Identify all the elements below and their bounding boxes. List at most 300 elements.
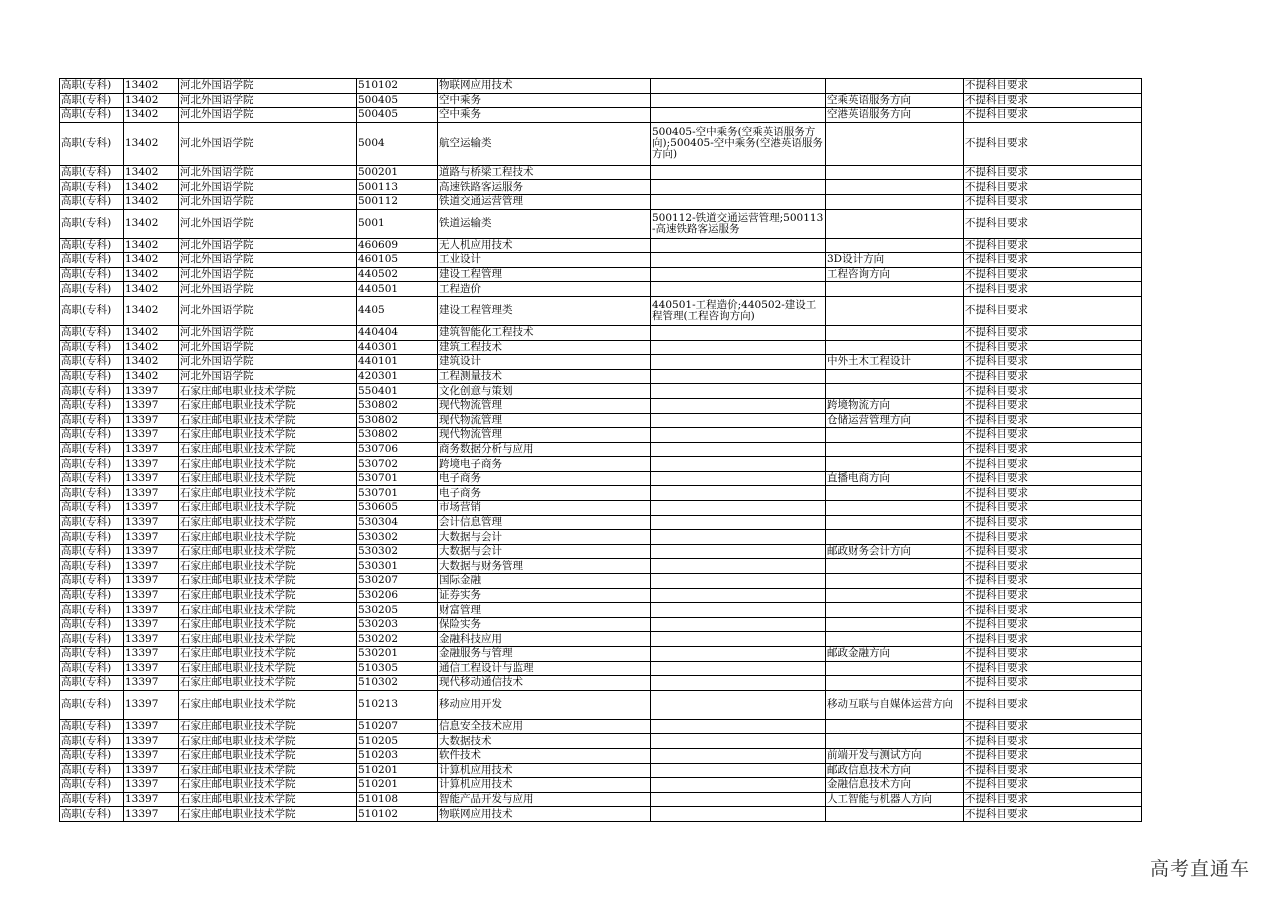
direction-cell [826, 807, 964, 822]
level-cell: 高职(专科) [60, 238, 124, 253]
major-code-cell: 500112 [357, 194, 438, 209]
included-majors-cell [651, 676, 826, 691]
major-name-cell: 电子商务 [438, 486, 651, 501]
school-name-cell: 河北外国语学院 [179, 355, 357, 370]
school-code-cell: 13397 [124, 428, 179, 443]
major-name-cell: 保险实务 [438, 617, 651, 632]
subject-requirement-cell: 不提科目要求 [964, 632, 1142, 647]
included-majors-cell [651, 690, 826, 719]
school-code-cell: 13397 [124, 486, 179, 501]
included-majors-cell [651, 253, 826, 268]
included-majors-cell: 500112-铁道交通运营管理;500113-高速铁路客运服务 [651, 209, 826, 238]
school-code-cell: 13397 [124, 515, 179, 530]
level-cell: 高职(专科) [60, 501, 124, 516]
direction-cell: 人工智能与机器人方向 [826, 792, 964, 807]
table-row [60, 661, 1142, 676]
included-majors-cell [651, 442, 826, 457]
table-row [60, 734, 1142, 749]
major-name-cell: 建筑智能化工程技术 [438, 325, 651, 340]
school-name-cell: 石家庄邮电职业技术学院 [179, 442, 357, 457]
level-cell: 高职(专科) [60, 778, 124, 793]
included-majors-cell [651, 108, 826, 123]
level-cell: 高职(专科) [60, 544, 124, 559]
included-majors-cell [651, 355, 826, 370]
level-cell: 高职(专科) [60, 398, 124, 413]
major-name-cell: 计算机应用技术 [438, 763, 651, 778]
table-row [60, 559, 1142, 574]
school-name-cell: 石家庄邮电职业技术学院 [179, 501, 357, 516]
major-name-cell: 大数据技术 [438, 734, 651, 749]
major-code-cell: 440502 [357, 267, 438, 282]
included-majors-cell [651, 165, 826, 180]
table-row [60, 807, 1142, 822]
subject-requirement-cell: 不提科目要求 [964, 574, 1142, 589]
major-name-cell: 智能产品开发与应用 [438, 792, 651, 807]
table-row [60, 457, 1142, 472]
direction-cell [826, 515, 964, 530]
school-name-cell: 石家庄邮电职业技术学院 [179, 530, 357, 545]
school-code-cell: 13402 [124, 79, 179, 94]
major-name-cell: 金融服务与管理 [438, 647, 651, 662]
school-code-cell: 13402 [124, 93, 179, 108]
major-name-cell: 空中乘务 [438, 93, 651, 108]
table-row [60, 325, 1142, 340]
school-code-cell: 13402 [124, 122, 179, 165]
subject-requirement-cell: 不提科目要求 [964, 209, 1142, 238]
direction-cell: 工程咨询方向 [826, 267, 964, 282]
subject-requirement-cell: 不提科目要求 [964, 544, 1142, 559]
level-cell: 高职(专科) [60, 676, 124, 691]
major-code-cell: 530202 [357, 632, 438, 647]
school-name-cell: 石家庄邮电职业技术学院 [179, 792, 357, 807]
included-majors-cell [651, 194, 826, 209]
level-cell: 高职(专科) [60, 617, 124, 632]
included-majors-cell [651, 603, 826, 618]
included-majors-cell [651, 93, 826, 108]
major-code-cell: 530201 [357, 647, 438, 662]
major-name-cell: 证券实务 [438, 588, 651, 603]
included-majors-cell: 500405-空中乘务(空乘英语服务方向);500405-空中乘务(空港英语服务方向) [651, 122, 826, 165]
level-cell: 高职(专科) [60, 93, 124, 108]
school-code-cell: 13397 [124, 690, 179, 719]
subject-requirement-cell: 不提科目要求 [964, 442, 1142, 457]
subject-requirement-cell: 不提科目要求 [964, 369, 1142, 384]
included-majors-cell [651, 574, 826, 589]
table-row [60, 471, 1142, 486]
level-cell: 高职(专科) [60, 559, 124, 574]
included-majors-cell [651, 617, 826, 632]
major-code-cell: 530304 [357, 515, 438, 530]
major-code-cell: 530706 [357, 442, 438, 457]
subject-requirement-cell: 不提科目要求 [964, 194, 1142, 209]
table-row [60, 544, 1142, 559]
included-majors-cell [651, 501, 826, 516]
school-code-cell: 13402 [124, 108, 179, 123]
subject-requirement-cell: 不提科目要求 [964, 690, 1142, 719]
table-row [60, 340, 1142, 355]
major-code-cell: 510203 [357, 748, 438, 763]
subject-requirement-cell: 不提科目要求 [964, 340, 1142, 355]
subject-requirement-cell: 不提科目要求 [964, 165, 1142, 180]
subject-requirement-cell: 不提科目要求 [964, 661, 1142, 676]
direction-cell [826, 457, 964, 472]
table-row [60, 428, 1142, 443]
major-code-cell: 5004 [357, 122, 438, 165]
school-code-cell: 13402 [124, 253, 179, 268]
school-code-cell: 13397 [124, 457, 179, 472]
table-row [60, 603, 1142, 618]
school-name-cell: 石家庄邮电职业技术学院 [179, 457, 357, 472]
school-name-cell: 河北外国语学院 [179, 108, 357, 123]
major-name-cell: 现代物流管理 [438, 413, 651, 428]
direction-cell: 移动互联与自媒体运营方向 [826, 690, 964, 719]
subject-requirement-cell: 不提科目要求 [964, 647, 1142, 662]
school-name-cell: 河北外国语学院 [179, 282, 357, 297]
level-cell: 高职(专科) [60, 165, 124, 180]
school-code-cell: 13397 [124, 471, 179, 486]
school-code-cell: 13397 [124, 632, 179, 647]
major-code-cell: 510213 [357, 690, 438, 719]
major-name-cell: 文化创意与策划 [438, 384, 651, 399]
level-cell: 高职(专科) [60, 515, 124, 530]
level-cell: 高职(专科) [60, 690, 124, 719]
school-code-cell: 13402 [124, 194, 179, 209]
school-name-cell: 河北外国语学院 [179, 325, 357, 340]
school-name-cell: 石家庄邮电职业技术学院 [179, 647, 357, 662]
included-majors-cell [651, 515, 826, 530]
subject-requirement-cell: 不提科目要求 [964, 603, 1142, 618]
direction-cell [826, 603, 964, 618]
table-row [60, 413, 1142, 428]
major-name-cell: 现代物流管理 [438, 398, 651, 413]
direction-cell [826, 209, 964, 238]
major-name-cell: 建筑设计 [438, 355, 651, 370]
level-cell: 高职(专科) [60, 340, 124, 355]
school-code-cell: 13397 [124, 617, 179, 632]
major-code-cell: 420301 [357, 369, 438, 384]
major-name-cell: 铁道运输类 [438, 209, 651, 238]
subject-requirement-cell: 不提科目要求 [964, 778, 1142, 793]
included-majors-cell [651, 588, 826, 603]
direction-cell: 3D设计方向 [826, 253, 964, 268]
subject-requirement-cell: 不提科目要求 [964, 267, 1142, 282]
school-name-cell: 石家庄邮电职业技术学院 [179, 515, 357, 530]
direction-cell [826, 559, 964, 574]
included-majors-cell [651, 544, 826, 559]
level-cell: 高职(专科) [60, 442, 124, 457]
subject-requirement-cell: 不提科目要求 [964, 501, 1142, 516]
school-name-cell: 石家庄邮电职业技术学院 [179, 676, 357, 691]
major-code-cell: 530702 [357, 457, 438, 472]
school-code-cell: 13402 [124, 340, 179, 355]
direction-cell [826, 238, 964, 253]
school-code-cell: 13397 [124, 544, 179, 559]
major-requirements-table [59, 78, 1142, 822]
table-row [60, 180, 1142, 195]
school-name-cell: 河北外国语学院 [179, 93, 357, 108]
direction-cell [826, 588, 964, 603]
direction-cell [826, 325, 964, 340]
major-name-cell: 软件技术 [438, 748, 651, 763]
table-row [60, 296, 1142, 325]
major-code-cell: 460105 [357, 253, 438, 268]
level-cell: 高职(专科) [60, 79, 124, 94]
major-code-cell: 510201 [357, 763, 438, 778]
school-code-cell: 13397 [124, 413, 179, 428]
school-code-cell: 13397 [124, 676, 179, 691]
major-name-cell: 工程造价 [438, 282, 651, 297]
major-name-cell: 大数据与会计 [438, 544, 651, 559]
included-majors-cell [651, 267, 826, 282]
major-name-cell: 跨境电子商务 [438, 457, 651, 472]
school-name-cell: 石家庄邮电职业技术学院 [179, 384, 357, 399]
watermark: 高考直通车 [1149, 858, 1250, 880]
subject-requirement-cell: 不提科目要求 [964, 676, 1142, 691]
level-cell: 高职(专科) [60, 296, 124, 325]
major-code-cell: 510302 [357, 676, 438, 691]
major-code-cell: 530802 [357, 428, 438, 443]
table-row [60, 384, 1142, 399]
direction-cell [826, 574, 964, 589]
subject-requirement-cell: 不提科目要求 [964, 325, 1142, 340]
major-code-cell: 500405 [357, 93, 438, 108]
level-cell: 高职(专科) [60, 647, 124, 662]
level-cell: 高职(专科) [60, 748, 124, 763]
subject-requirement-cell: 不提科目要求 [964, 807, 1142, 822]
major-code-cell: 510108 [357, 792, 438, 807]
level-cell: 高职(专科) [60, 108, 124, 123]
major-code-cell: 530206 [357, 588, 438, 603]
school-name-cell: 石家庄邮电职业技术学院 [179, 471, 357, 486]
major-code-cell: 530207 [357, 574, 438, 589]
included-majors-cell [651, 647, 826, 662]
included-majors-cell [651, 778, 826, 793]
school-name-cell: 石家庄邮电职业技术学院 [179, 734, 357, 749]
included-majors-cell: 440501-工程造价;440502-建设工程管理(工程咨询方向) [651, 296, 826, 325]
school-name-cell: 河北外国语学院 [179, 267, 357, 282]
school-code-cell: 13402 [124, 209, 179, 238]
level-cell: 高职(专科) [60, 384, 124, 399]
included-majors-cell [651, 734, 826, 749]
school-code-cell: 13397 [124, 442, 179, 457]
table-row [60, 369, 1142, 384]
level-cell: 高职(专科) [60, 267, 124, 282]
subject-requirement-cell: 不提科目要求 [964, 93, 1142, 108]
major-code-cell: 510102 [357, 807, 438, 822]
level-cell: 高职(专科) [60, 325, 124, 340]
table-row [60, 79, 1142, 94]
included-majors-cell [651, 413, 826, 428]
table-row [60, 355, 1142, 370]
level-cell: 高职(专科) [60, 471, 124, 486]
major-code-cell: 530605 [357, 501, 438, 516]
subject-requirement-cell: 不提科目要求 [964, 355, 1142, 370]
major-name-cell: 通信工程设计与监理 [438, 661, 651, 676]
included-majors-cell [651, 486, 826, 501]
school-code-cell: 13402 [124, 325, 179, 340]
level-cell: 高职(专科) [60, 457, 124, 472]
table-row [60, 632, 1142, 647]
direction-cell [826, 442, 964, 457]
school-code-cell: 13397 [124, 501, 179, 516]
level-cell: 高职(专科) [60, 194, 124, 209]
major-name-cell: 金融科技应用 [438, 632, 651, 647]
major-name-cell: 空中乘务 [438, 108, 651, 123]
major-code-cell: 5001 [357, 209, 438, 238]
level-cell: 高职(专科) [60, 486, 124, 501]
subject-requirement-cell: 不提科目要求 [964, 792, 1142, 807]
included-majors-cell [651, 792, 826, 807]
major-code-cell: 4405 [357, 296, 438, 325]
major-name-cell: 会计信息管理 [438, 515, 651, 530]
major-code-cell: 510207 [357, 719, 438, 734]
school-name-cell: 石家庄邮电职业技术学院 [179, 778, 357, 793]
level-cell: 高职(专科) [60, 763, 124, 778]
included-majors-cell [651, 661, 826, 676]
direction-cell [826, 282, 964, 297]
major-code-cell: 500405 [357, 108, 438, 123]
school-code-cell: 13397 [124, 748, 179, 763]
table-row [60, 676, 1142, 691]
subject-requirement-cell: 不提科目要求 [964, 398, 1142, 413]
included-majors-cell [651, 282, 826, 297]
direction-cell [826, 384, 964, 399]
major-name-cell: 建筑工程技术 [438, 340, 651, 355]
major-code-cell: 510201 [357, 778, 438, 793]
major-name-cell: 财富管理 [438, 603, 651, 618]
table-row [60, 282, 1142, 297]
school-code-cell: 13402 [124, 355, 179, 370]
school-name-cell: 石家庄邮电职业技术学院 [179, 763, 357, 778]
table-row [60, 194, 1142, 209]
major-code-cell: 530302 [357, 530, 438, 545]
school-code-cell: 13397 [124, 661, 179, 676]
major-name-cell: 物联网应用技术 [438, 807, 651, 822]
school-name-cell: 石家庄邮电职业技术学院 [179, 588, 357, 603]
school-code-cell: 13402 [124, 282, 179, 297]
direction-cell [826, 180, 964, 195]
subject-requirement-cell: 不提科目要求 [964, 617, 1142, 632]
school-code-cell: 13397 [124, 384, 179, 399]
included-majors-cell [651, 238, 826, 253]
school-name-cell: 河北外国语学院 [179, 180, 357, 195]
school-code-cell: 13402 [124, 267, 179, 282]
table-row [60, 647, 1142, 662]
table-row [60, 501, 1142, 516]
included-majors-cell [651, 748, 826, 763]
major-name-cell: 市场营销 [438, 501, 651, 516]
school-name-cell: 河北外国语学院 [179, 340, 357, 355]
table-row [60, 778, 1142, 793]
major-code-cell: 440101 [357, 355, 438, 370]
subject-requirement-cell: 不提科目要求 [964, 515, 1142, 530]
major-code-cell: 530302 [357, 544, 438, 559]
major-code-cell: 550401 [357, 384, 438, 399]
school-code-cell: 13397 [124, 603, 179, 618]
direction-cell [826, 734, 964, 749]
table-row [60, 108, 1142, 123]
school-code-cell: 13397 [124, 574, 179, 589]
school-code-cell: 13397 [124, 588, 179, 603]
level-cell: 高职(专科) [60, 603, 124, 618]
subject-requirement-cell: 不提科目要求 [964, 763, 1142, 778]
direction-cell: 前端开发与测试方向 [826, 748, 964, 763]
school-name-cell: 石家庄邮电职业技术学院 [179, 661, 357, 676]
direction-cell [826, 165, 964, 180]
major-name-cell: 移动应用开发 [438, 690, 651, 719]
level-cell: 高职(专科) [60, 792, 124, 807]
included-majors-cell [651, 457, 826, 472]
included-majors-cell [651, 763, 826, 778]
subject-requirement-cell: 不提科目要求 [964, 471, 1142, 486]
direction-cell: 跨境物流方向 [826, 398, 964, 413]
level-cell: 高职(专科) [60, 413, 124, 428]
table-row [60, 792, 1142, 807]
table-row [60, 486, 1142, 501]
school-name-cell: 石家庄邮电职业技术学院 [179, 807, 357, 822]
direction-cell: 邮政财务会计方向 [826, 544, 964, 559]
major-code-cell: 530701 [357, 486, 438, 501]
table-row [60, 209, 1142, 238]
school-name-cell: 河北外国语学院 [179, 238, 357, 253]
major-name-cell: 高速铁路客运服务 [438, 180, 651, 195]
school-name-cell: 石家庄邮电职业技术学院 [179, 748, 357, 763]
level-cell: 高职(专科) [60, 807, 124, 822]
school-name-cell: 河北外国语学院 [179, 253, 357, 268]
direction-cell: 邮政金融方向 [826, 647, 964, 662]
school-name-cell: 河北外国语学院 [179, 209, 357, 238]
school-code-cell: 13402 [124, 296, 179, 325]
level-cell: 高职(专科) [60, 574, 124, 589]
school-code-cell: 13397 [124, 763, 179, 778]
major-code-cell: 510205 [357, 734, 438, 749]
direction-cell: 空港英语服务方向 [826, 108, 964, 123]
subject-requirement-cell: 不提科目要求 [964, 559, 1142, 574]
major-name-cell: 工业设计 [438, 253, 651, 268]
included-majors-cell [651, 632, 826, 647]
table-row [60, 530, 1142, 545]
school-name-cell: 石家庄邮电职业技术学院 [179, 398, 357, 413]
school-name-cell: 石家庄邮电职业技术学院 [179, 632, 357, 647]
table-row [60, 719, 1142, 734]
school-name-cell: 石家庄邮电职业技术学院 [179, 428, 357, 443]
level-cell: 高职(专科) [60, 209, 124, 238]
table-row [60, 93, 1142, 108]
school-name-cell: 河北外国语学院 [179, 122, 357, 165]
subject-requirement-cell: 不提科目要求 [964, 253, 1142, 268]
major-code-cell: 500113 [357, 180, 438, 195]
level-cell: 高职(专科) [60, 588, 124, 603]
direction-cell [826, 486, 964, 501]
major-name-cell: 商务数据分析与应用 [438, 442, 651, 457]
school-name-cell: 石家庄邮电职业技术学院 [179, 690, 357, 719]
school-code-cell: 13397 [124, 792, 179, 807]
table-row [60, 515, 1142, 530]
major-name-cell: 现代移动通信技术 [438, 676, 651, 691]
direction-cell: 金融信息技术方向 [826, 778, 964, 793]
subject-requirement-cell: 不提科目要求 [964, 734, 1142, 749]
school-code-cell: 13397 [124, 778, 179, 793]
table-row [60, 442, 1142, 457]
included-majors-cell [651, 398, 826, 413]
major-name-cell: 现代物流管理 [438, 428, 651, 443]
table-row [60, 253, 1142, 268]
included-majors-cell [651, 180, 826, 195]
table-row [60, 398, 1142, 413]
level-cell: 高职(专科) [60, 428, 124, 443]
table-row [60, 574, 1142, 589]
major-code-cell: 530205 [357, 603, 438, 618]
